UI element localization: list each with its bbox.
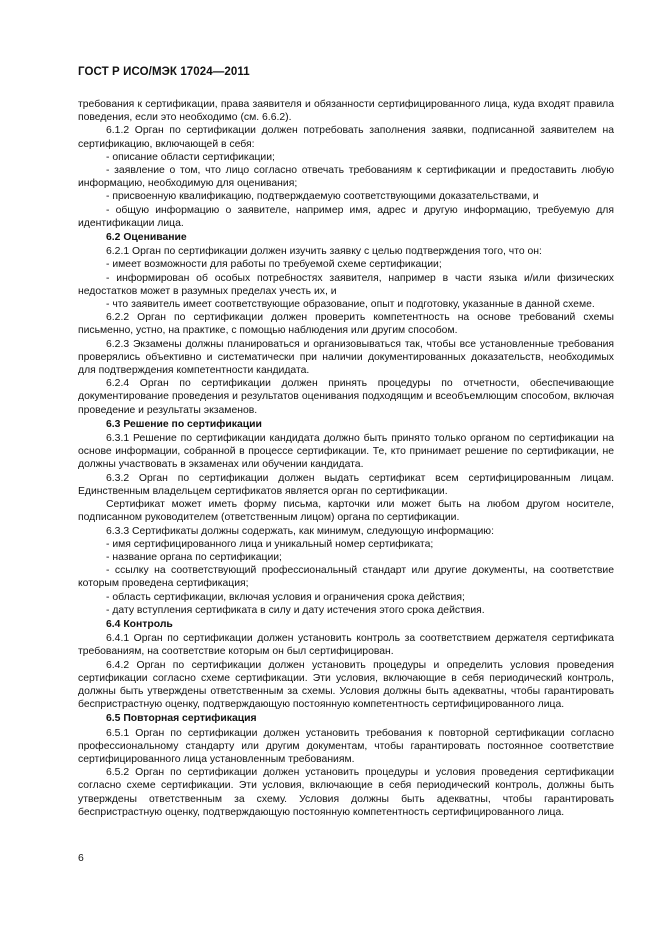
document-body <box>78 98 614 819</box>
list-item: - что заявитель имеет соответствующие образование, опыт и подготовку, указанные в данной схеме. <box>106 299 595 311</box>
list-item: - общую информацию о заявителе, например имя, адрес и другую информацию, требуемую для идентификации лица. <box>78 204 614 229</box>
clause-6-5-2: 6.5.2 Орган по сертификации должен установить процедуры и условия проведения сертификации согласно схеме сертификации. Эти условия, включающие в себя периодический контроль, должны быть утверждены ответственным за схему. Условия должны быть адекватны, чтобы гарантировать беспристрастную оценку, подтверждающую постоянную компетентность сертифицированного лица. <box>78 767 614 818</box>
section-heading-6-2: 6.2 Оценивание <box>106 232 187 244</box>
section-heading-6-4: 6.4 Контроль <box>106 618 173 630</box>
clause-6-4-1: 6.4.1 Орган по сертификации должен установить контроль за соответствием держателя сертификата требованиям, на соответствие которым он был сертифицирован. <box>78 633 614 658</box>
clause-6-5-1: 6.5.1 Орган по сертификации должен установить требования к повторной сертификации согласно профессиональному стандарту или другим документам, чтобы гарантировать постоянное соответствие сертифицированного лица установленным требованиям. <box>78 727 614 765</box>
clause-6-3-3: 6.3.3 Сертификаты должны содержать, как минимум, следующую информацию: <box>106 525 494 537</box>
clause-6-1-2: 6.1.2 Орган по сертификации должен потребовать заполнения заявки, подписанной заявителем на сертификацию, включающей в себя: <box>78 125 614 150</box>
clause-6-3-2: 6.3.2 Орган по сертификации должен выдать сертификат всем сертифицированным лицам. Единственным владельцем сертификатов является орган по сертификации. <box>78 472 614 497</box>
list-item: - заявление о том, что лицо согласно отвечать требованиям к сертификации и предоставить любую информацию, необходимую для оценивания; <box>78 165 614 190</box>
clause-6-2-4: 6.2.4 Орган по сертификации должен принять процедуры по отчетности, обеспечивающие документирование проведения и результатов оценивания подходящим и всеобъемлющим способом, включая проведение и результаты экзаменов. <box>78 378 614 416</box>
clause-6-2-1: 6.2.1 Орган по сертификации должен изучить заявку с целью подтверждения того, что он: <box>106 246 542 258</box>
clause-6-3-1: 6.3.1 Решение по сертификации кандидата должно быть принято только органом по сертификации на основе информации, собранной в процессе сертификации. Те, кто принимает решение по сертификации, не должны участвовать в экзаменах или обучении кандидата. <box>78 433 614 471</box>
list-item: - область сертификации, включая условия и ограничения срока действия; <box>106 591 465 603</box>
list-item: - имеет возможности для работы по требуемой схеме сертификации; <box>106 259 442 271</box>
clause-6-2-2: 6.2.2 Орган по сертификации должен проверить компетентность на основе требований схемы письменно, устно, на практике, с помощью наблюдения или другим способом. <box>78 312 614 337</box>
paragraph: Сертификат может иметь форму письма, карточки или может быть на любом другом носителе, подписанном руководителем (ответственным лицом) органа по сертификации. <box>78 499 614 524</box>
list-item: - дату вступления сертификата в силу и дату истечения этого срока действия. <box>106 604 485 616</box>
list-item: - описание области сертификации; <box>106 151 275 163</box>
document-header: ГОСТ Р ИСО/МЭК 17024—2011 <box>78 66 250 78</box>
paragraph: требования к сертификации, права заявителя и обязанности сертифицированного лица, куда входят правила поведения, если это необходимо (см. 6.6.2). <box>78 99 614 124</box>
list-item: - название органа по сертификации; <box>106 551 282 563</box>
clause-6-2-3: 6.2.3 Экзамены должны планироваться и организовываться так, чтобы все установленные требования проверялись объективно и систематически при наличии документированных доказательств, необходимых для подтверждения компетентности кандидата. <box>78 338 614 377</box>
list-item: - присвоенную квалификацию, подтверждаемую соответствующими доказательствами, и <box>106 191 539 203</box>
section-heading-6-3: 6.3 Решение по сертификации <box>106 418 262 430</box>
section-heading-6-5: 6.5 Повторная сертификация <box>106 713 257 725</box>
list-item: - ссылку на соответствующий профессиональный стандарт или другие документы, на соответствие которым проведена сертификация; <box>78 565 614 590</box>
page-number: 6 <box>78 853 84 864</box>
list-item: - информирован об особых потребностях заявителя, например в части языка и/или физических недостатков может в разумных пределах учесть их, и <box>78 272 614 297</box>
list-item: - имя сертифицированного лица и уникальный номер сертификата; <box>106 538 434 550</box>
clause-6-4-2: 6.4.2 Орган по сертификации должен установить процедуры и определить условия проведения сертификации согласно схеме сертификации. Эти условия, включающие в себя периодический контроль, должны быть утверждены ответственным за схемы. Условия должны быть адекватны, чтобы гарантировать беспристрастную оценку, подтверждающую постоянную компетентность сертифицированного лица. <box>78 659 614 711</box>
